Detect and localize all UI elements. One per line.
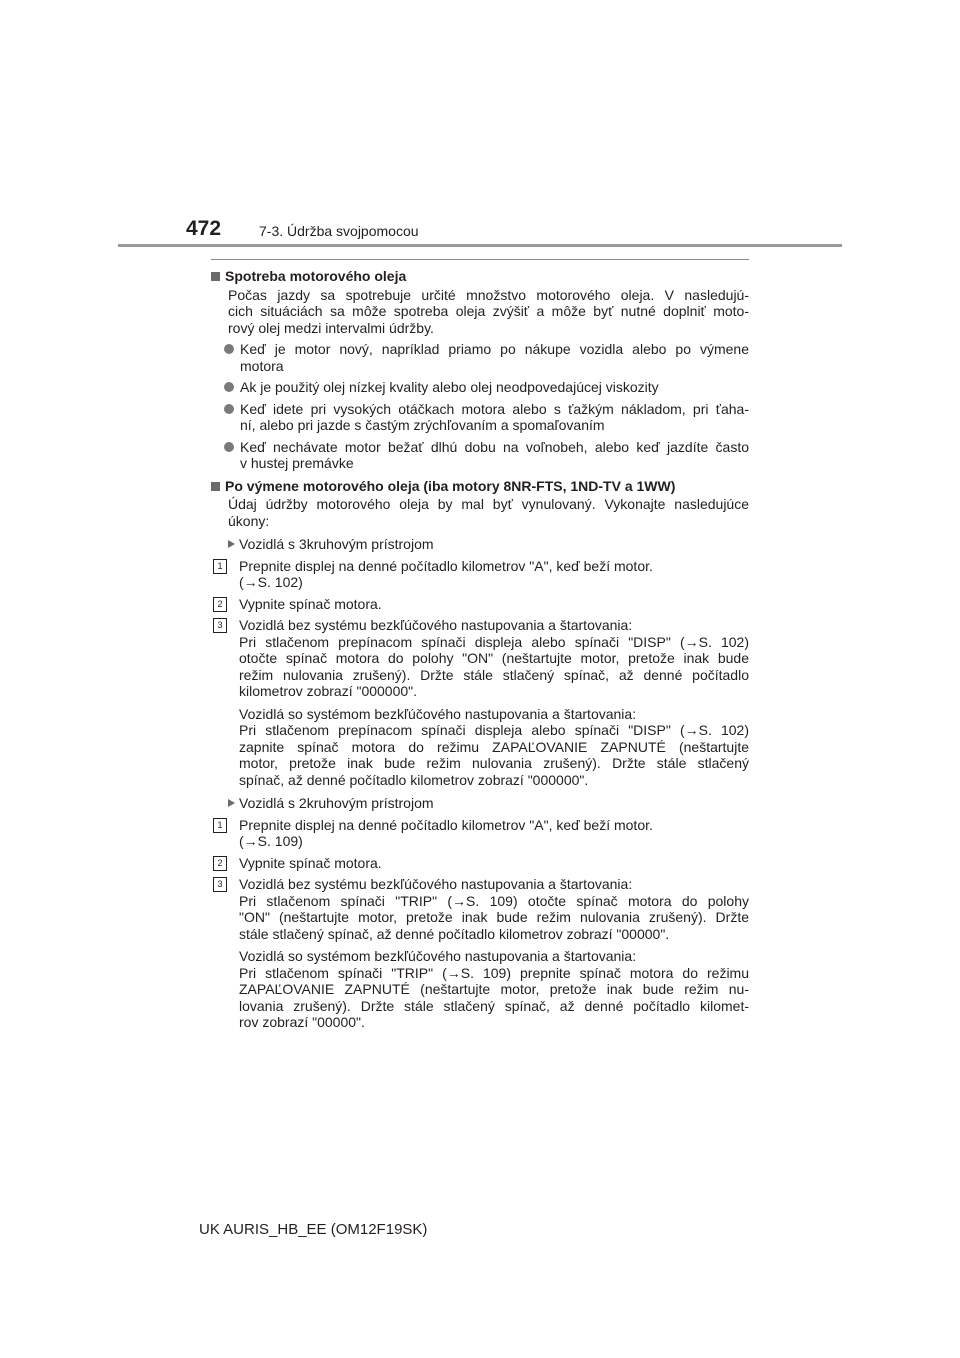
step-item: 3 Vozidlá bez systému bezkľúčového nastupovania a štartovania: Pri stlačenom prepínacom spínači displeja alebo spínači "DISP" (→S. 102) otočte spínač motora do polohy "ON" (neštartujte motor, pretože inak bude režim nulovania zrušený). Držte stále stlačený spínač, až denné počítadlo kilometrov zobrazí "000000". xyxy=(211,617,749,700)
triangle-bullet-icon xyxy=(228,540,235,548)
vehicle-variant-3-gauge: Vozidlá s 3kruhovým prístrojom xyxy=(211,536,749,553)
step-number: 3 xyxy=(213,618,227,633)
step-item: 2 Vypnite spínač motora. xyxy=(211,855,749,872)
bullet-item: Keď idete pri vysokých otáčkach motora alebo s ťažkým nákladom, pri ťaha- ní, alebo pri jazde s častým zrýchľovaním a spomaľovaním xyxy=(211,401,749,434)
square-bullet-icon xyxy=(211,482,220,491)
oil-change-intro: Údaj údržby motorového oleja by mal byť vynulovaný. Vykonajte nasledujúce úkony: xyxy=(228,496,749,529)
bullet-item: Ak je použitý olej nízkej kvality alebo olej neodpovedajúcej viskozity xyxy=(211,379,749,396)
square-bullet-icon xyxy=(211,272,220,281)
oil-consumption-intro: Počas jazdy sa spotrebuje určité množstvo motorového oleja. V nasledujú- cich situáciách sa môže spotreba oleja zvýšiť a môže byť nutné doplniť moto- rový olej medzi intervalmi údržby. xyxy=(228,286,749,336)
circle-bullet-icon xyxy=(224,344,234,354)
heading-oil-change: Po výmene motorového oleja (iba motory 8NR-FTS, 1ND-TV a 1WW) xyxy=(211,478,749,495)
circle-bullet-icon xyxy=(224,404,234,414)
step-continuation: Vozidlá so systémom bezkľúčového nastupovania a štartovania: Pri stlačenom prepínacom spínači displeja alebo spínači "DISP" (→S. 102) zapnite spínač motora do režimu ZAPAĽOVANIE ZAPNUTÉ (neštartujte motor, pretože inak bude režim nulovania zrušený). Držte stále stlačený spínač, až denné počítadlo kilometrov zobrazí "000000". xyxy=(239,705,749,788)
bullet-item: Keď je motor nový, napríklad priamo po nákupe vozidla alebo po výmene motora xyxy=(211,341,749,374)
circle-bullet-icon xyxy=(224,382,234,392)
step-number: 2 xyxy=(213,856,227,871)
step-item: 1 Prepnite displej na denné počítadlo kilometrov "A", keď beží motor. (→S. 109) xyxy=(211,817,749,850)
step-number: 1 xyxy=(213,818,227,833)
step-number: 1 xyxy=(213,559,227,574)
heading-oil-consumption: Spotreba motorového oleja xyxy=(211,268,749,285)
page-number: 472 xyxy=(186,217,222,240)
step-item: 3 Vozidlá bez systému bezkľúčového nastupovania a štartovania: Pri stlačenom spínači "TRIP" (→S. 109) otočte spínač motora do polohy "ON" (neštartujte motor, pretože inak bude režim nulovania zrušený). Držte stále stlačený spínač, až denné počítadlo kilometrov zobrazí "00000". xyxy=(211,876,749,942)
triangle-bullet-icon xyxy=(228,799,235,807)
content-rule xyxy=(211,259,749,260)
step-number: 3 xyxy=(213,877,227,892)
section-title: 7-3. Údržba svojpomocou xyxy=(259,223,419,239)
step-item: 1 Prepnite displej na denné počítadlo kilometrov "A", keď beží motor. (→S. 102) xyxy=(211,558,749,591)
document-code: UK AURIS_HB_EE (OM12F19SK) xyxy=(199,1221,428,1238)
step-continuation: Vozidlá so systémom bezkľúčového nastupovania a štartovania: Pri stlačenom spínači "TRIP" (→S. 109) prepnite spínač motora do režimu ZAPAĽOVANIE ZAPNUTÉ (neštartujte motor, pretože inak bude režim nu- lovania zrušený). Držte stále stlačený spínač, až denné počítadlo kilomet- rov zobrazí "00000". xyxy=(239,948,749,1030)
bullet-item: Keď nechávate motor bežať dlhú dobu na voľnobeh, alebo keď jazdíte často v hustej premávke xyxy=(211,439,749,472)
step-item: 2 Vypnite spínač motora. xyxy=(211,596,749,613)
circle-bullet-icon xyxy=(224,442,234,452)
vehicle-variant-2-gauge: Vozidlá s 2kruhovým prístrojom xyxy=(211,795,749,812)
content xyxy=(211,264,749,1031)
step-number: 2 xyxy=(213,597,227,612)
header-rule xyxy=(118,244,842,247)
